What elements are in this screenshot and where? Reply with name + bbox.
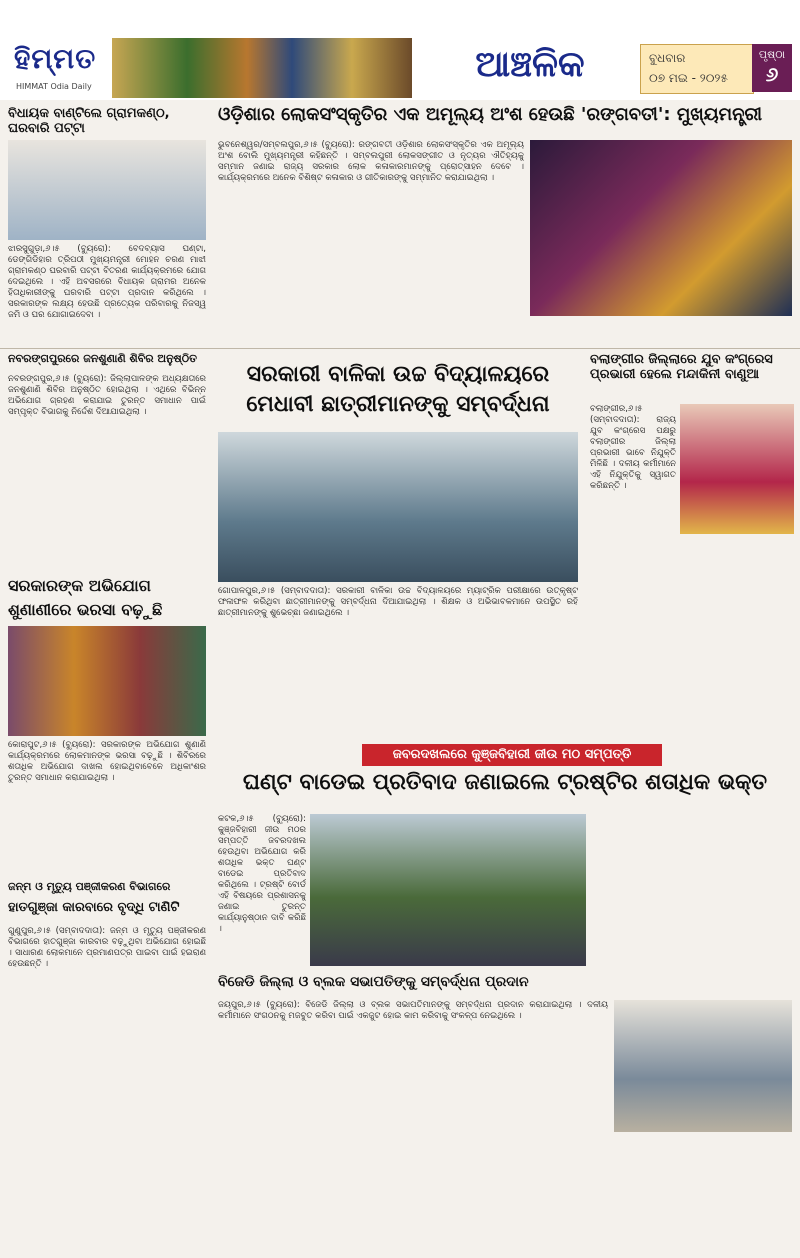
story8-headline: ଘଣ୍ଟ ବାଡେଇ ପ୍ରତିବାଦ ଜଣାଇଲେ ଟ୍ରଷ୍ଟିର ଶତାଧିକ ଭକ୍ତ bbox=[242, 770, 768, 795]
story6-text: କୋରାପୁଟ,୬।୫ (ବ୍ୟୁରୋ): ସରକାରଙ୍କ ଅଭିଯୋଗ ଶୁଣାଣି କାର୍ଯ୍ୟକ୍ରମରେ ଲୋକମାନଙ୍କ ଭରସା ବଢ଼ୁଛି । ଶିବିରରେ ଶତାଧିକ ଅଭିଯୋଗ ଦାଖଲ ହୋଇଥିବାବେଳେ ଅଧିକାଂଶର ତୁରନ୍ତ ସମାଧାନ କରାଯାଇଥିଲା । bbox=[8, 740, 206, 783]
story2-headline: ଓଡ଼ିଶାର ଲୋକସଂସ୍କୃତିର ଏକ ଅମୂଲ୍ୟ ଅଂଶ ହେଉଛି 'ରଙ୍ଗବତୀ': ମୁଖ୍ୟମନ୍ତ୍ରୀ bbox=[218, 104, 763, 125]
story5-text: ବଲାଙ୍ଗୀର,୬।୫ (ସମ୍ବାଦଦାତା): ରାଜ୍ୟ ଯୁବ କଂଗ୍ରେସ ପକ୍ଷରୁ ବଲାଙ୍ଗୀର ଜିଲ୍ଲା ପ୍ରଭାରୀ ଭାବେ ନିଯୁକ୍ତି ମିଳିଛି । ଦଳୀୟ କର୍ମୀମାନେ ଏହି ନିଯୁକ୍ତିକୁ ସ୍ୱାଗତ କରିଛନ୍ତି । bbox=[590, 404, 676, 491]
story3-headline: ନବରଙ୍ଗପୁରରେ ଜନଶୁଣାଣି ଶିବିର ଅନୁଷ୍ଠିତ bbox=[8, 352, 197, 365]
logo-subtitle: HIMMAT Odia Daily bbox=[16, 82, 92, 91]
story8-kicker: ଜବରଦଖଲରେ କୁଞ୍ଜବିହାରୀ ଜୀଉ ମଠ ସମ୍ପତ୍ତି bbox=[362, 744, 662, 766]
story5-photo bbox=[680, 404, 794, 534]
story9-headline: ବିଜେଡି ଜିଲ୍ଲା ଓ ବ୍ଲକ ସଭାପତିଙ୍କୁ ସମ୍ବର୍ଦ୍ଧନା ପ୍ରଦାନ bbox=[218, 974, 529, 990]
story7-headline-2: ହାତଗୁଞ୍ଜା କାରବାରେ ବୃଦ୍ଧି ଟାଣିଟି bbox=[8, 900, 180, 915]
page-label: ପୃଷ୍ଠା bbox=[758, 48, 786, 61]
section-title: ଆଞ୍ଚଳିକ bbox=[475, 44, 585, 85]
logo-name: ହିମ୍ମତ bbox=[14, 42, 97, 75]
story8-text: କଟକ,୬।୫ (ବ୍ୟୁରୋ): କୁଞ୍ଜବିହାରୀ ଜୀଉ ମଠର ସମ୍ପତ୍ତି ଜବରଦଖଲ ହେଉଥିବା ଅଭିଯୋଗ କରି ଶତାଧିକ ଭକ୍ତ ଘଣ୍ଟ ବାଡେଇ ପ୍ରତିବାଦ କରିଥିଲେ । ଟ୍ରଷ୍ଟି ବୋର୍ଡ ଏହି ବିଷୟରେ ପ୍ରଶାସନକୁ ଜଣାଇ ତୁରନ୍ତ କାର୍ଯ୍ୟାନୁଷ୍ଠାନ ଦାବି କରିଛି । bbox=[218, 814, 306, 934]
story1-headline: ବିଧାୟକ ବାଣ୍ଟିଲେ ଗ୍ରାମକଣ୍ଠ, ଘରବାରି ପଟ୍ଟା bbox=[8, 106, 170, 136]
story6-headline-2: ଶୁଣାଣୀରେ ଭରସା ବଢ଼ୁଛି bbox=[8, 600, 163, 619]
story4-photo bbox=[218, 432, 578, 582]
story2-text: ଭୁବନେଶ୍ୱର/ସମ୍ବଲପୁର,୬।୫ (ବ୍ୟୁରୋ): ରଙ୍ଗବତୀ ଓଡ଼ିଶାର ଲୋକସଂସ୍କୃତିର ଏକ ଅମୂଲ୍ୟ ଅଂଶ ବୋଲି ମୁଖ୍ୟମନ୍ତ୍ରୀ କହିଛନ୍ତି । ସମ୍ବଲପୁରୀ ଲୋକସଙ୍ଗୀତ ଓ ନୃତ୍ୟର ଐତିହ୍ୟକୁ ସମ୍ମାନ ଜଣାଇ ରାଜ୍ୟ ସରକାର ଲୋକ କଳାକାରମାନଙ୍କୁ ପ୍ରୋତ୍ସାହନ ଦେବେ । କାର୍ଯ୍ୟକ୍ରମରେ ଅନେକ ବିଶିଷ୍ଟ କଳାକାର ଓ ଗୀତିକାରଙ୍କୁ ସମ୍ମାନିତ କରାଯାଇଥିଲା । bbox=[218, 140, 524, 183]
issue-day: ବୁଧବାର bbox=[649, 51, 686, 65]
divider bbox=[0, 348, 800, 349]
story1-photo bbox=[8, 140, 206, 240]
page-number: ୬ bbox=[765, 62, 779, 86]
issue-date: ୦୭ ମଇ - ୨୦୨୫ bbox=[649, 71, 728, 85]
story3-text: ନବରଙ୍ଗପୁର,୬।୫ (ବ୍ୟୁରୋ): ଜିଲ୍ଲାପାଳଙ୍କ ଅଧ୍ୟକ୍ଷତାରେ ଜନଶୁଣାଣି ଶିବିର ଅନୁଷ୍ଠିତ ହୋଇଥିଲା । ଏଥିରେ ବିଭିନ୍ନ ଅଭିଯୋଗ ଗ୍ରହଣ କରାଯାଇ ତୁରନ୍ତ ସମାଧାନ ପାଇଁ ସମ୍ପୃକ୍ତ ବିଭାଗକୁ ନିର୍ଦ୍ଦେଶ ଦିଆଯାଇଥିଲା । bbox=[8, 374, 206, 417]
page-number-box bbox=[752, 44, 792, 92]
masthead-banner-image bbox=[112, 38, 412, 98]
story6-photo bbox=[8, 626, 206, 736]
story7-headline-1: ଜନ୍ମ ଓ ମୃତ୍ୟୁ ପଞ୍ଜୀକରଣ ବିଭାଗରେ bbox=[8, 880, 171, 893]
newspaper-logo bbox=[10, 38, 110, 96]
story4-text: ଗୋପାଳପୁର,୬।୫ (ସମ୍ବାଦଦାତା): ସରକାରୀ ବାଳିକା ଉଚ୍ଚ ବିଦ୍ୟାଳୟରେ ମ୍ୟାଟ୍ରିକ ପରୀକ୍ଷାରେ ଉତ୍କୃଷ୍ଟ ଫଳାଫଳ କରିଥିବା ଛାତ୍ରୀମାନଙ୍କୁ ସମ୍ବର୍ଦ୍ଧନା ଦିଆଯାଇଥିଲା । ଶିକ୍ଷକ ଓ ଅଭିଭାବକମାନେ ଉପସ୍ଥିତ ରହି ଛାତ୍ରୀମାନଙ୍କୁ ଶୁଭେଚ୍ଛା ଜଣାଇଥିଲେ । bbox=[218, 586, 578, 618]
story6-headline-1: ସରକାରଙ୍କ ଅଭିଯୋଗ bbox=[8, 576, 151, 595]
story5-headline: ବଲାଙ୍ଗୀର ଜିଲ୍ଲାରେ ଯୁବ କଂଗ୍ରେସ ପ୍ରଭାରୀ ହେଲେ ମନ୍ଦାକିନୀ ବାଣୁଆ bbox=[590, 352, 773, 382]
story9-text: ଜୟପୁର,୬।୫ (ବ୍ୟୁରୋ): ବିଜେଡି ଜିଲ୍ଲା ଓ ବ୍ଲକ ସଭାପତିମାନଙ୍କୁ ସମ୍ବର୍ଦ୍ଧନା ପ୍ରଦାନ କରାଯାଇଥିଲା । ଦଳୀୟ କର୍ମୀମାନେ ସଂଗଠନକୁ ମଜବୁତ କରିବା ପାଇଁ ଏକଜୁଟ ହୋଇ କାମ କରିବାକୁ ସଂକଳ୍ପ ନେଇଥିଲେ । bbox=[218, 1000, 608, 1021]
story7-text: ଗୁଣୁପୁର,୬।୫ (ସମ୍ବାଦଦାତା): ଜନ୍ମ ଓ ମୃତ୍ୟୁ ପଞ୍ଜୀକରଣ ବିଭାଗରେ ହାତଗୁଞ୍ଜା କାରବାର ବଢ଼ୁଥିବା ଅଭିଯୋଗ ହୋଇଛି । ସାଧାରଣ ଲୋକମାନେ ପ୍ରମାଣପତ୍ର ପାଇବା ପାଇଁ ହଇରାଣ ହେଉଛନ୍ତି । bbox=[8, 926, 206, 969]
date-box bbox=[640, 44, 754, 94]
masthead bbox=[0, 0, 800, 100]
story8-photo bbox=[310, 814, 586, 966]
story2-photo bbox=[530, 140, 792, 316]
story4-headline: ସରକାରୀ ବାଳିକା ଉଚ୍ଚ ବିଦ୍ୟାଳୟରେ ମେଧାବୀ ଛାତ୍ରୀମାନଙ୍କୁ ସମ୍ବର୍ଦ୍ଧନା bbox=[246, 362, 550, 417]
story9-photo bbox=[614, 1000, 792, 1132]
story1-text: ଝାରସୁଗୁଡ଼ା,୬।୫ (ବ୍ୟୁରୋ): ବେଦବ୍ୟାସ ଘଣ୍ଟା, ଡେଙ୍ଗିଡିହାର ତ୍ରିପଠୀ ମୁଖ୍ୟମନ୍ତ୍ରୀ ମୋହନ ଚରଣ ମାଝୀ ଗ୍ରାମକଣ୍ଠ ଘରବାରି ପଟ୍ଟା ବିତରଣ କାର୍ଯ୍ୟକ୍ରମରେ ଯୋଗ ଦେଇଥିଲେ । ଏହି ଅବସରରେ ବିଧାୟକ ଗ୍ରାମର ଅନେକ ହିତାଧିକାରୀଙ୍କୁ ଘରବାରି ପଟ୍ଟା ପ୍ରଦାନ କରିଥିଲେ । ସରକାରଙ୍କ ଲକ୍ଷ୍ୟ ହେଉଛି ପ୍ରତ୍ୟେକ ପରିବାରକୁ ନିଜସ୍ୱ ଜମି ଓ ଘର ଯୋଗାଇଦେବା । bbox=[8, 244, 206, 320]
